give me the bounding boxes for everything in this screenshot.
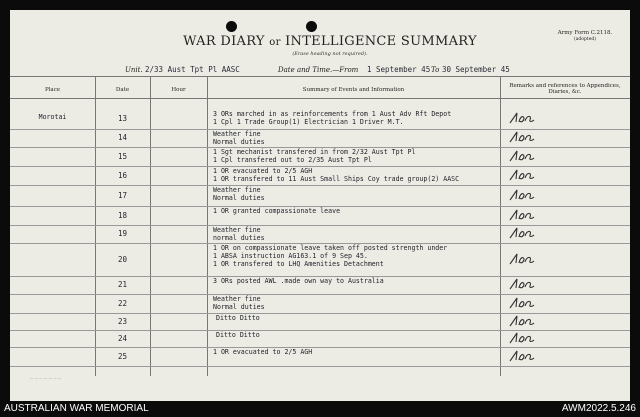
initials-signature — [508, 188, 536, 202]
initials-signature — [508, 226, 536, 240]
entry-summary-line: 1 OR granted compassionate leave — [213, 207, 341, 215]
entry-summary-line: Normal duties — [213, 194, 265, 202]
title-or: or — [269, 37, 281, 48]
entry-summary-line: Normal duties — [213, 138, 265, 146]
entry-date: 23 — [117, 316, 128, 326]
entry-summary-line: 1 ABSA instruction AG163.1 of 9 Sep 45. — [213, 252, 368, 260]
initials-signature — [508, 130, 536, 144]
entry-date: 20 — [117, 254, 128, 264]
entry-date: 15 — [117, 151, 128, 161]
row-rule — [10, 366, 630, 367]
entry-date: 25 — [117, 351, 128, 361]
footer-accession-number: AWM2022.5.246 — [561, 403, 636, 414]
footer-institution: AUSTRALIAN WAR MEMORIAL — [4, 403, 149, 414]
entry-date: 22 — [117, 298, 128, 308]
printer-imprint: — — — — — — — — [30, 376, 62, 380]
entry-date: 14 — [117, 133, 128, 142]
army-form-adopted: (adopted) — [573, 37, 597, 42]
entry-date: 17 — [117, 190, 128, 200]
initials-signature — [508, 349, 536, 363]
entry-date: 13 — [117, 114, 128, 123]
entry-summary-line: 1 Cpl transfered out to 2/35 Aust Tpt Pl — [213, 156, 372, 164]
entry-date: 18 — [117, 210, 128, 220]
unit-value: 2/33 Aust Tpt Pl AASC — [145, 65, 240, 74]
unit-label: Unit. — [125, 66, 143, 74]
entry-date: 21 — [117, 280, 128, 289]
army-form-number: Army Form C.2118. — [557, 30, 613, 36]
initials-signature — [508, 296, 536, 310]
initials-signature — [508, 252, 536, 266]
entry-summary-line: 1 Sgt mechanist transfered in from 2/32 Aust Tpt Pl — [213, 148, 416, 156]
date-from-value: 1 September 45 — [367, 65, 431, 74]
punch-hole-left — [226, 21, 237, 32]
entry-summary-line: 3 ORs marched in as reinforcements from 1 Aust Adv Rft Depot — [213, 110, 452, 118]
entry-summary-line: 1 OR transfered to LHQ Amenities Detachment — [213, 260, 384, 268]
row-rule — [10, 347, 630, 348]
entry-date: 24 — [117, 333, 128, 343]
entry-date: 19 — [117, 229, 128, 238]
column-header-place: Place — [44, 87, 61, 93]
initials-signature — [508, 168, 536, 182]
entry-place: Morotai — [38, 113, 67, 121]
title-intelligence-summary: INTELLIGENCE SUMMARY — [285, 34, 477, 49]
row-rule — [10, 330, 630, 331]
col-divider-3 — [207, 76, 208, 376]
entry-summary-line: 1 OR evacuated to 2/5 AGH — [213, 167, 313, 175]
initials-signature — [508, 314, 536, 328]
initials-signature — [508, 111, 536, 125]
column-header-hour: Hour — [171, 87, 186, 93]
entry-summary-line: 1 OR evacuated to 2/5 AGH — [213, 348, 313, 356]
col-divider-4 — [500, 76, 501, 376]
column-header-remarks: Remarks and references to Appendices, Diaries, &c. — [509, 83, 621, 95]
entry-date: 16 — [117, 170, 128, 180]
initials-signature — [508, 208, 536, 222]
entry-summary-line: Weather fine — [213, 295, 261, 303]
entry-summary-line: 3 ORs posted AWL .made own way to Australia — [213, 277, 384, 285]
initials-signature — [508, 149, 536, 163]
date-to-label: To — [431, 66, 440, 74]
entry-summary-line: 1 OR on compassionate leave taken off posted strength under — [213, 244, 448, 252]
row-rule — [10, 294, 630, 295]
initials-signature — [508, 331, 536, 345]
date-range-label: Date and Time.—From — [278, 66, 359, 74]
entry-summary-line: Weather fine — [213, 226, 261, 234]
col-divider-2 — [150, 76, 151, 376]
column-header-date: Date — [115, 87, 130, 93]
entry-summary-line: 1 OR transfered to 11 Aust Small Ships Coy trade group(2) AASC — [213, 175, 460, 183]
archive-footer — [0, 401, 640, 417]
form-title — [160, 34, 500, 49]
entry-summary-line: normal duties — [213, 234, 265, 242]
entry-summary-line: Ditto Ditto — [216, 331, 260, 339]
row-rule — [10, 166, 630, 167]
punch-hole-right — [306, 21, 317, 32]
header-rule-bottom — [10, 98, 630, 99]
entry-summary-line: 1 Cpl 1 Trade Group(1) Electrician 1 Driver M.T. — [213, 118, 404, 126]
title-war-diary: WAR DIARY — [183, 34, 265, 49]
row-rule — [10, 129, 630, 130]
form-subtitle: (Erase heading not required). — [292, 51, 368, 57]
row-rule — [10, 225, 630, 226]
column-header-summary: Summary of Events and Information — [302, 87, 405, 93]
entry-summary-line: Ditto Ditto — [216, 314, 260, 322]
initials-signature — [508, 277, 536, 291]
entry-summary-line: Weather fine — [213, 186, 261, 194]
date-to-value: 30 September 45 — [442, 65, 510, 74]
row-rule — [10, 313, 630, 314]
header-rule-top — [10, 76, 630, 77]
diary-page — [10, 10, 630, 401]
row-rule — [10, 185, 630, 186]
entry-summary-line: Weather fine — [213, 130, 261, 138]
entry-summary-line: Normal duties — [213, 303, 265, 311]
